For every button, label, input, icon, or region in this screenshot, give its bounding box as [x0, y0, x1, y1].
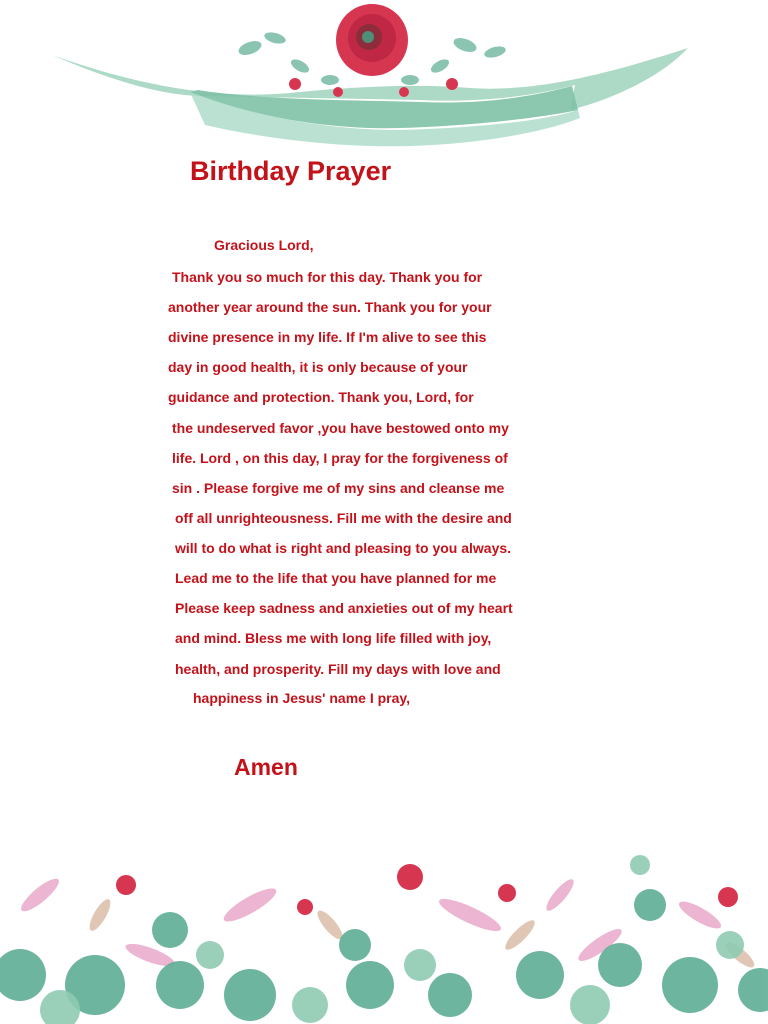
page-title: Birthday Prayer: [190, 156, 392, 186]
prayer-line: another year around the sun. Thank you for your: [168, 299, 492, 315]
prayer-line: Thank you so much for this day. Thank you for: [172, 269, 483, 285]
prayer-line: divine presence in my life. If I'm alive to see this: [168, 329, 487, 345]
prayer-line: the undeserved favor ,you have bestowed onto my: [172, 420, 509, 436]
prayer-line: sin . Please forgive me of my sins and cleanse me: [172, 480, 505, 496]
prayer-line: Please keep sadness and anxieties out of my heart: [175, 600, 513, 616]
prayer-line: off all unrighteousness. Fill me with the desire and: [175, 510, 512, 526]
prayer-line: Lead me to the life that you have planned for me: [175, 570, 497, 586]
salutation: Gracious Lord,: [214, 237, 314, 253]
prayer-line: day in good health, it is only because of your: [168, 359, 468, 375]
prayer-line: health, and prosperity. Fill my days with love and: [175, 661, 501, 677]
prayer-line: and mind. Bless me with long life filled with joy,: [175, 630, 492, 646]
closing-amen: Amen: [234, 754, 298, 780]
prayer-line: will to do what is right and pleasing to you always.: [175, 540, 512, 556]
prayer-line: life. Lord , on this day, I pray for the forgiveness of: [172, 450, 508, 466]
ribbon-banner-illustration: [0, 0, 768, 160]
floral-border-illustration: [0, 835, 768, 1024]
prayer-line: guidance and protection. Thank you, Lord, for: [168, 389, 474, 405]
prayer-line: happiness in Jesus' name I pray,: [193, 690, 411, 706]
